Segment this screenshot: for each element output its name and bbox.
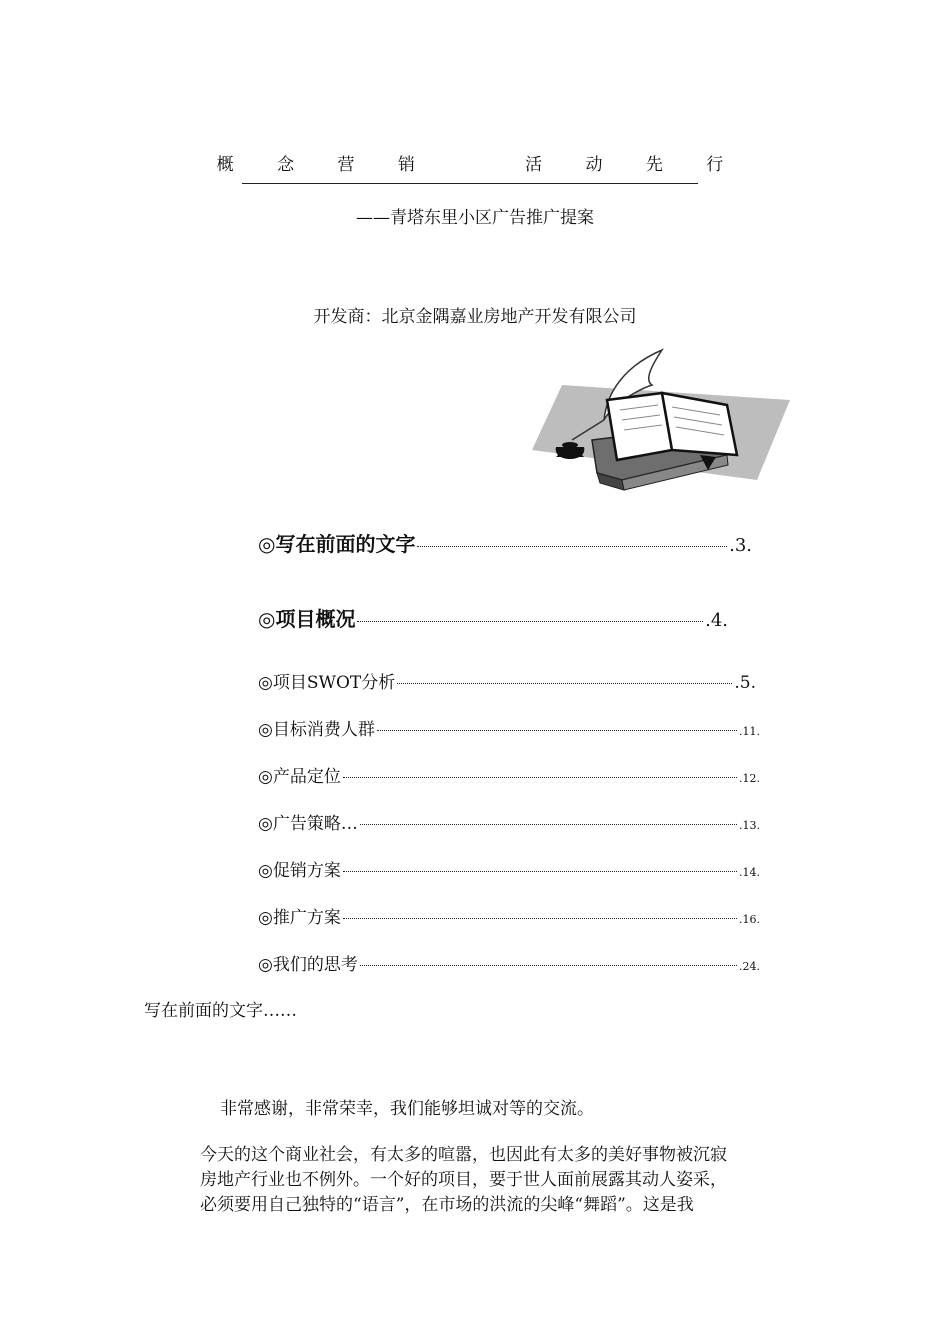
section-heading: 写在前面的文字…… bbox=[144, 1001, 297, 1021]
toc-entry-promotion-plan[interactable] bbox=[258, 856, 760, 881]
toc-entry-label: ◎写在前面的文字 bbox=[258, 532, 416, 556]
body-paragraph-2 bbox=[200, 1143, 820, 1218]
toc-entry-label: ◎我们的思考 bbox=[258, 955, 358, 975]
toc-entry-label: ◎推广方案 bbox=[258, 908, 341, 928]
toc-page-number: .4. bbox=[705, 610, 728, 631]
toc-page-number: .5. bbox=[734, 673, 756, 693]
toc-page-number: .13. bbox=[739, 819, 760, 832]
toc-entry-swot[interactable] bbox=[258, 668, 756, 693]
toc-entry-marketing-plan[interactable] bbox=[258, 903, 760, 928]
paragraph-line: 今天的这个商业社会，有太多的喧嚣，也因此有太多的美好事物被沉寂 bbox=[200, 1145, 727, 1165]
toc-leader-dots bbox=[360, 824, 737, 825]
toc-entry-target-consumers[interactable] bbox=[258, 715, 760, 740]
toc-entry-label: ◎项目概况 bbox=[258, 607, 356, 631]
toc-page-number: .24. bbox=[739, 960, 760, 973]
toc-page-number: .11. bbox=[739, 725, 760, 738]
body-paragraph-1: 非常感谢，非常荣幸，我们能够坦诚对等的交流。 bbox=[220, 1099, 594, 1119]
toc-page-number: .12. bbox=[739, 772, 760, 785]
toc-leader-dots bbox=[397, 683, 732, 684]
paragraph-line: 房地产行业也不例外。一个好的项目，要于世人面前展露其动人姿采， bbox=[200, 1170, 727, 1190]
document-subtitle: ——青塔东里小区广告推广提案 bbox=[356, 208, 594, 228]
toc-entry-label: ◎促销方案 bbox=[258, 861, 341, 881]
toc-entry-label: ◎产品定位 bbox=[258, 767, 341, 787]
toc-entry-label: ◎广告策略… bbox=[258, 814, 358, 834]
document-title: 概 念 营 销 活 动 先 行 bbox=[216, 155, 734, 175]
toc-entry-project-overview[interactable] bbox=[258, 603, 728, 632]
toc-entry-label: ◎目标消费人群 bbox=[258, 720, 375, 740]
developer-line: 开发商：北京金隅嘉业房地产开发有限公司 bbox=[313, 307, 637, 327]
toc-entry-foreword[interactable] bbox=[258, 528, 752, 557]
toc-leader-dots bbox=[377, 730, 737, 731]
toc-leader-dots bbox=[343, 871, 737, 872]
toc-entry-product-positioning[interactable] bbox=[258, 762, 760, 787]
toc-page-number: .3. bbox=[729, 535, 752, 556]
toc-leader-dots bbox=[360, 965, 737, 966]
toc-page-number: .16. bbox=[739, 913, 760, 926]
title-rule bbox=[242, 183, 698, 184]
toc-leader-dots bbox=[343, 777, 737, 778]
toc-leader-dots bbox=[417, 546, 727, 547]
toc-leader-dots bbox=[357, 621, 703, 622]
toc-entry-our-thoughts[interactable] bbox=[258, 950, 760, 975]
toc-entry-label: ◎项目SWOT分析 bbox=[258, 673, 396, 693]
toc-entry-ad-strategy[interactable] bbox=[258, 809, 760, 834]
toc-page-number: .14. bbox=[739, 866, 760, 879]
book-quill-inkwell-icon bbox=[512, 345, 792, 495]
toc-leader-dots bbox=[343, 918, 737, 919]
paragraph-line: 必须要用自己独特的“语言”，在市场的洪流的尖峰“舞蹈”。这是我 bbox=[200, 1195, 694, 1215]
